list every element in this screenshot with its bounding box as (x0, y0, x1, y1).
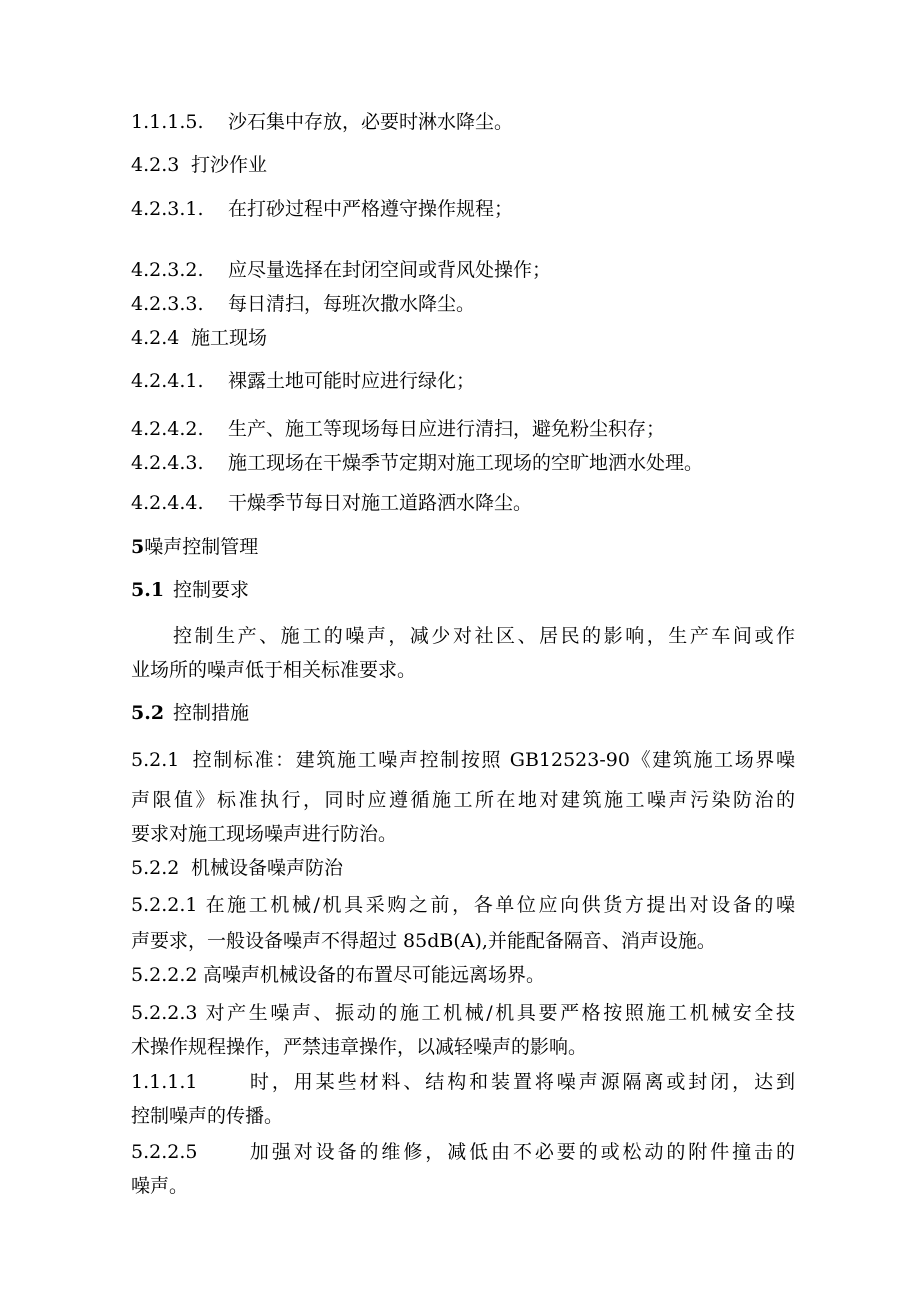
clause-text: 生产、施工等现场每日应进行清扫，避免粉尘积存； (228, 418, 666, 440)
section-5-1-title (131, 578, 795, 602)
clause-text: 声要求，一般设备噪声不得超过 85dB(A),并能配备隔音、消声设施。 (131, 930, 716, 952)
clause-text: 应尽量选择在封闭空间或背风处操作； (228, 259, 552, 281)
paragraph-text: 控制生产、施工的噪声，减少对社区、居民的影响，生产车间或作 (173, 625, 795, 647)
section-title: 控制措施 (173, 702, 250, 724)
clause-1-1-1-5 (131, 110, 795, 134)
clause-text: 加强对设备的维修，减低由不必要的或松动的附件撞击的 (247, 1141, 795, 1163)
clause-1-1-1-1-line-1 (131, 1070, 795, 1094)
section-number: 5.2 (131, 702, 165, 724)
clause-text: 干燥季节每日对施工道路洒水降尘。 (228, 492, 533, 514)
clause-5-2-2-1-line-2 (131, 929, 795, 953)
clause-5-2-2-3-line-1 (131, 1001, 795, 1025)
section-5-2-title (131, 701, 795, 725)
heading-number: 4.2.3 (131, 154, 180, 176)
clause-text: 高噪声机械设备的布置尽可能远离场界。 (203, 964, 546, 986)
section-title: 控制要求 (173, 579, 250, 601)
section-title: 噪声控制管理 (144, 536, 259, 558)
clause-4-2-4-4 (131, 491, 795, 515)
clause-text: 要求对施工现场噪声进行防治。 (131, 823, 398, 845)
clause-number: 5.2.2.1 (131, 894, 198, 916)
clause-text: 沙石集中存放，必要时淋水降尘。 (228, 111, 514, 133)
heading-number: 4.2.4 (131, 327, 180, 349)
clause-4-2-4-3 (131, 451, 795, 475)
clause-4-2-3-2 (131, 258, 795, 282)
clause-5-2-2 (131, 856, 795, 880)
section-number: 5 (131, 536, 145, 558)
clause-text: 时，用某些材料、结构和装置将噪声源隔离或封闭，达到 (247, 1071, 795, 1093)
clause-4-2-4-1 (131, 369, 795, 393)
clause-number: 5.2.2.3 (131, 1002, 198, 1024)
clause-number: 5.2.2 (131, 857, 180, 879)
clause-number: 5.2.1 (131, 749, 180, 771)
clause-5-2-2-5-line-1 (131, 1140, 795, 1164)
clause-number: 4.2.4.2. (131, 418, 204, 440)
heading-4-2-4 (131, 326, 795, 350)
clause-text: 每日清扫，每班次撒水降尘。 (228, 293, 476, 315)
clause-4-2-3-1 (131, 197, 795, 221)
clause-number: 4.2.4.1. (131, 370, 204, 392)
section-5-title (131, 535, 795, 559)
clause-5-2-2-5-line-2 (131, 1174, 795, 1198)
clause-5-2-1-line-2 (131, 788, 795, 812)
paragraph-5-1-line-2 (131, 658, 795, 682)
clause-text: 噪声。 (131, 1175, 189, 1197)
section-number: 5.1 (131, 579, 165, 601)
heading-4-2-3 (131, 153, 795, 177)
clause-number: 4.2.3.3. (131, 293, 204, 315)
heading-text: 施工现场 (191, 327, 268, 349)
clause-text: 术操作规程操作，严禁违章操作，以减轻噪声的影响。 (131, 1036, 588, 1058)
clause-5-2-1-line-1 (131, 748, 795, 772)
clause-number: 4.2.3.1. (131, 198, 204, 220)
clause-text: 在施工机械/机具采购之前，各单位应向供货方提出对设备的噪 (203, 894, 795, 916)
clause-5-2-1-line-3 (131, 822, 795, 846)
paragraph-text: 业场所的噪声低于相关标准要求。 (131, 659, 417, 681)
clause-text: 施工现场在干燥季节定期对施工现场的空旷地洒水处理。 (228, 452, 704, 474)
clause-text: 在打砂过程中严格遵守操作规程； (228, 198, 514, 220)
heading-text: 打沙作业 (191, 154, 268, 176)
clause-1-1-1-1-line-2 (131, 1104, 795, 1128)
clause-text: 裸露土地可能时应进行绿化； (228, 370, 476, 392)
paragraph-5-1-line-1 (131, 624, 795, 648)
clause-5-2-2-3-line-2 (131, 1035, 795, 1059)
clause-number: 4.2.4.4. (131, 492, 204, 514)
clause-number: 5.2.2.2 (131, 964, 198, 986)
clause-text: 对产生噪声、振动的施工机械/机具要严格按照施工机械安全技 (203, 1002, 795, 1024)
clause-text: 声限值》标准执行，同时应遵循施工所在地对建筑施工噪声污染防治的 (131, 789, 795, 811)
clause-text: 控制标准：建筑施工噪声控制按照 GB12523-90《建筑施工场界噪 (191, 749, 795, 771)
clause-5-2-2-2 (131, 963, 795, 987)
clause-4-2-3-3 (131, 292, 795, 316)
clause-text: 控制噪声的传播。 (131, 1105, 284, 1127)
clause-number: 4.2.3.2. (131, 259, 204, 281)
clause-number: 1.1.1.5. (131, 111, 204, 133)
clause-text: 机械设备噪声防治 (191, 857, 344, 879)
clause-number: 4.2.4.3. (131, 452, 204, 474)
clause-number: 1.1.1.1 (131, 1071, 198, 1093)
clause-5-2-2-1-line-1 (131, 893, 795, 917)
clause-4-2-4-2 (131, 417, 795, 441)
clause-number: 5.2.2.5 (131, 1141, 198, 1163)
